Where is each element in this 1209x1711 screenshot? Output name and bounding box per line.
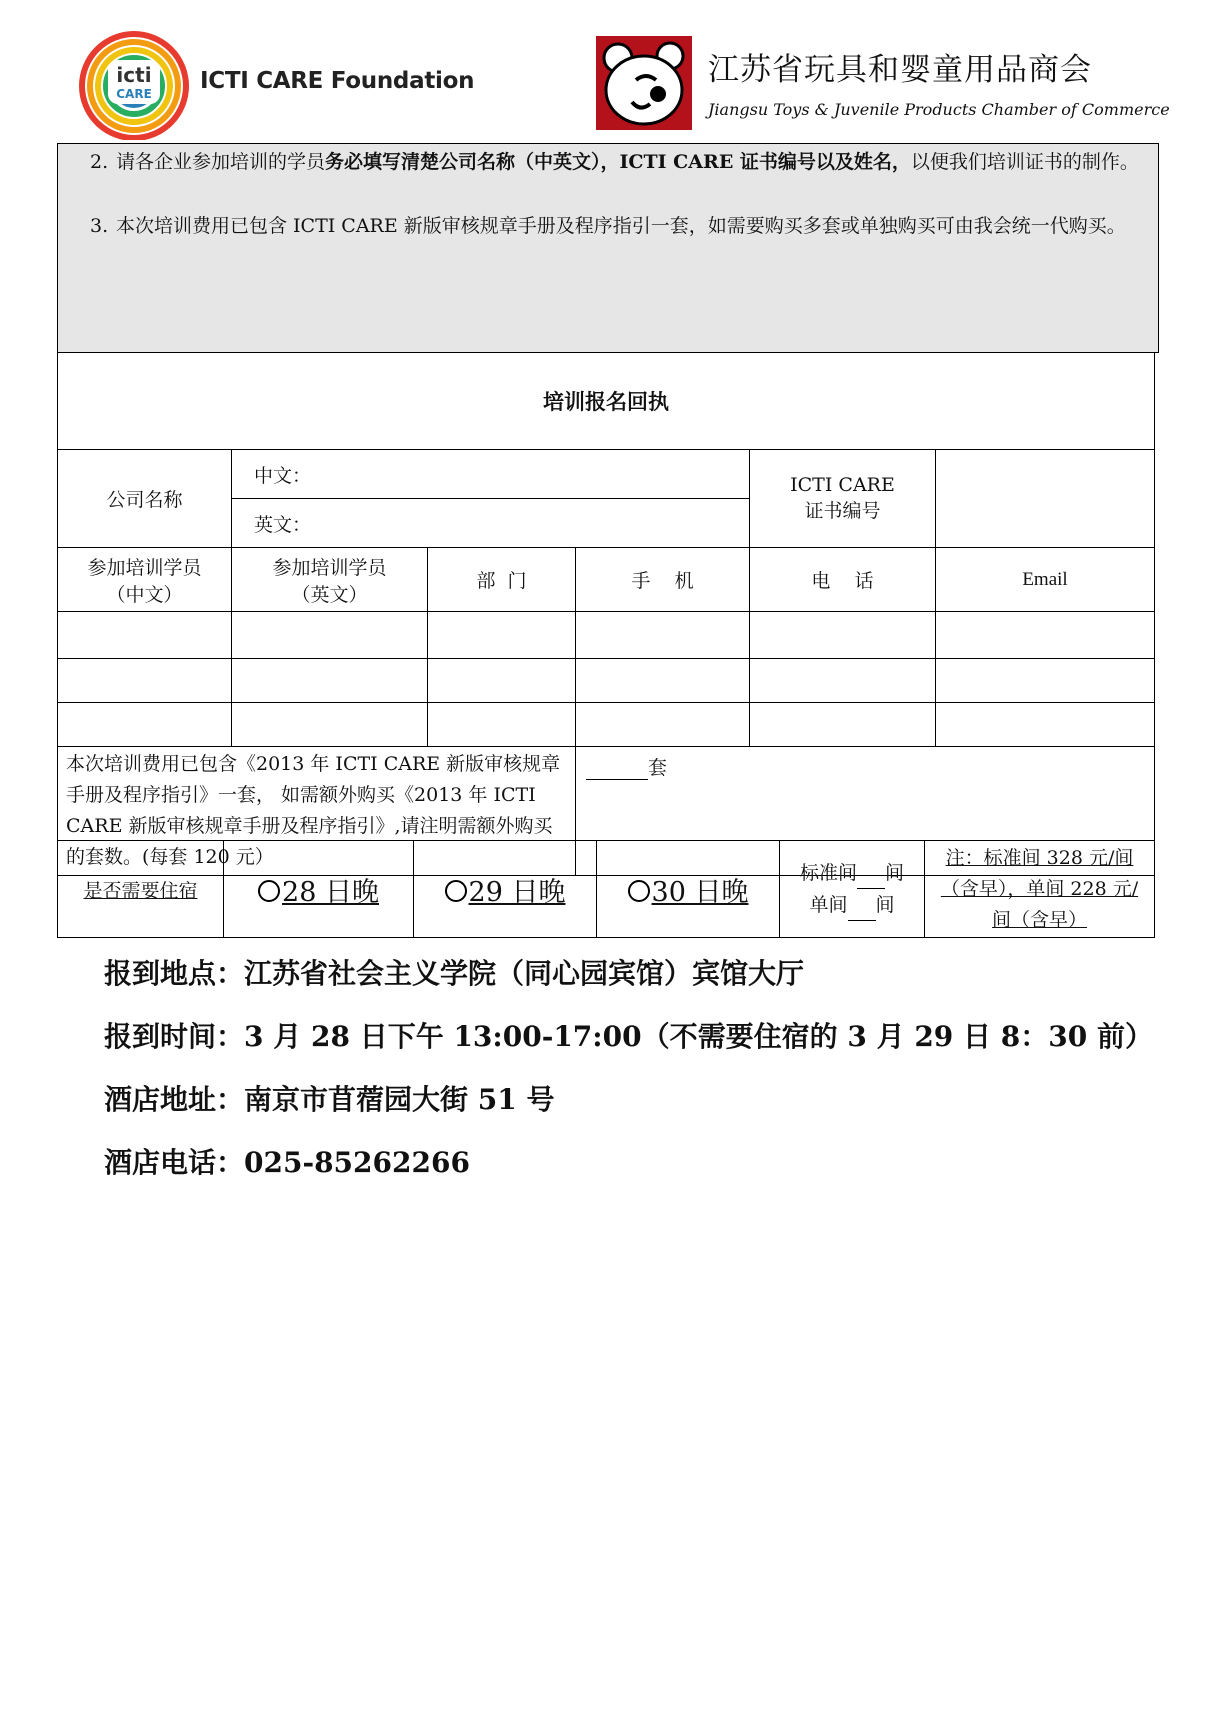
input-cell[interactable] [428,703,576,747]
radio-circle-icon[interactable] [445,880,467,902]
hotel-address: 酒店地址：南京市苜蓿园大街 51 号 [104,1083,555,1116]
notes-box [57,143,1159,353]
icti-logo-text-bottom: CARE [116,87,152,101]
input-cell[interactable] [428,659,576,703]
standard-room-blank[interactable] [857,872,885,889]
note-item [90,210,1150,242]
input-cell[interactable] [750,703,936,747]
room-unit: 间 [875,894,895,916]
input-cell[interactable] [750,612,936,659]
price-note-line: 注：标准间 328 元/间 [945,846,1134,869]
icti-logo-text-top: icti [116,63,152,87]
company-en-label: 英文： [254,513,312,536]
column-header-mobile: 手 机 [576,548,750,612]
page-header [0,0,1209,140]
accommodation-table [57,840,1155,938]
note-bold-text: 务必填写清楚公司名称（中英文），ICTI CARE 证书编号以及姓名， [325,151,911,173]
table-row [58,612,1155,659]
single-room-label: 单间 [809,894,848,916]
chamber-name-english: Jiangsu Toys & Juvenile Products Chamber of Commerce [708,100,1170,119]
night-label: 30 日晚 [651,876,749,908]
note-number: 3. [90,215,109,237]
hotel-phone: 酒店电话：025-85262266 [104,1146,470,1179]
note-text: 请各企业参加培训的学员 [116,151,326,173]
input-cell[interactable] [58,703,232,747]
note-text: 本次培训费用已包含 ICTI CARE 新版审核规章手册及程序指引一套，如需要购买多套或单独购买可由我会统一代购买。 [116,215,1126,237]
input-cell[interactable] [58,612,232,659]
radio-circle-icon[interactable] [628,880,650,902]
input-cell[interactable] [576,659,750,703]
night-option-28[interactable] [224,841,414,938]
column-header-line: 参加培训学员 [87,556,202,579]
input-cell[interactable] [936,703,1155,747]
column-header-line: 参加培训学员 [272,556,387,579]
cert-number-field[interactable] [936,450,1155,548]
input-cell[interactable] [576,703,750,747]
icti-care-logo-icon [78,30,198,140]
input-cell[interactable] [232,703,428,747]
form-title: 培训报名回执 [58,353,1155,450]
input-cell[interactable] [232,659,428,703]
radio-circle-icon[interactable] [258,880,280,902]
standard-room-label: 标准间 [799,862,857,884]
table-row [58,659,1155,703]
cert-label-line1: ICTI CARE [790,474,895,496]
icti-foundation-name: ICTI CARE Foundation [200,68,475,94]
input-cell[interactable] [936,612,1155,659]
company-cn-label: 中文： [254,464,312,487]
company-name-cn-field[interactable] [232,450,750,499]
input-cell[interactable] [936,659,1155,703]
input-cell[interactable] [58,659,232,703]
company-name-label: 公司名称 [58,450,232,548]
room-price-note [925,841,1155,938]
company-name-en-field[interactable] [232,499,750,548]
column-header-department: 部 门 [428,548,576,612]
column-header-trainee-en [232,548,428,612]
extra-purchase-description: 本次培训费用已包含《2013 年 ICTI CARE 新版审核规章手册及程序指引》一套， 如需额外购买《2013 年 ICTI CARE 新版审核规章手册及程序指引》,请注明需额外购买的套数。(每套 120 元） [58,747,576,876]
table-row [58,703,1155,747]
price-note-line: （含早），单间 228 元/ [940,877,1139,900]
night-option-30[interactable] [597,841,780,938]
input-cell[interactable] [750,659,936,703]
chamber-name-chinese: 江苏省玩具和婴童用品商会 [708,52,1092,88]
note-number: 2. [90,151,109,173]
input-cell[interactable] [576,612,750,659]
room-unit: 间 [885,862,905,884]
column-header-line: （英文） [291,583,368,606]
chamber-bear-logo-icon [596,36,692,130]
night-label: 28 日晚 [282,876,379,908]
night-label: 29 日晚 [468,876,566,908]
accommodation-label-text: 是否需要住宿 [83,879,198,902]
cert-label-line2: 证书编号 [804,500,881,522]
note-item [90,146,1150,178]
night-option-29[interactable] [414,841,597,938]
quantity-unit: 套 [648,757,668,779]
column-header-phone: 电 话 [750,548,936,612]
cert-number-label [750,450,936,548]
registration-form-table [57,352,1155,876]
input-cell[interactable] [232,612,428,659]
price-note-line: 间（含早） [991,908,1087,931]
note-text: 以便我们培训证书的制作。 [910,151,1139,173]
check-in-time: 报到时间：3 月 28 日下午 13:00-17:00（不需要住宿的 3 月 29 日 8：30 前） [104,1020,1153,1053]
column-header-line: （中文） [106,583,183,606]
accommodation-label [58,841,224,938]
input-cell[interactable] [428,612,576,659]
quantity-blank[interactable] [586,761,648,780]
column-header-trainee-cn [58,548,232,612]
single-room-blank[interactable] [848,904,876,921]
check-in-location: 报到地点：江苏省社会主义学院（同心园宾馆）宾馆大厅 [104,957,805,990]
column-header-email: Email [936,548,1155,612]
room-count-fields[interactable] [780,841,925,938]
